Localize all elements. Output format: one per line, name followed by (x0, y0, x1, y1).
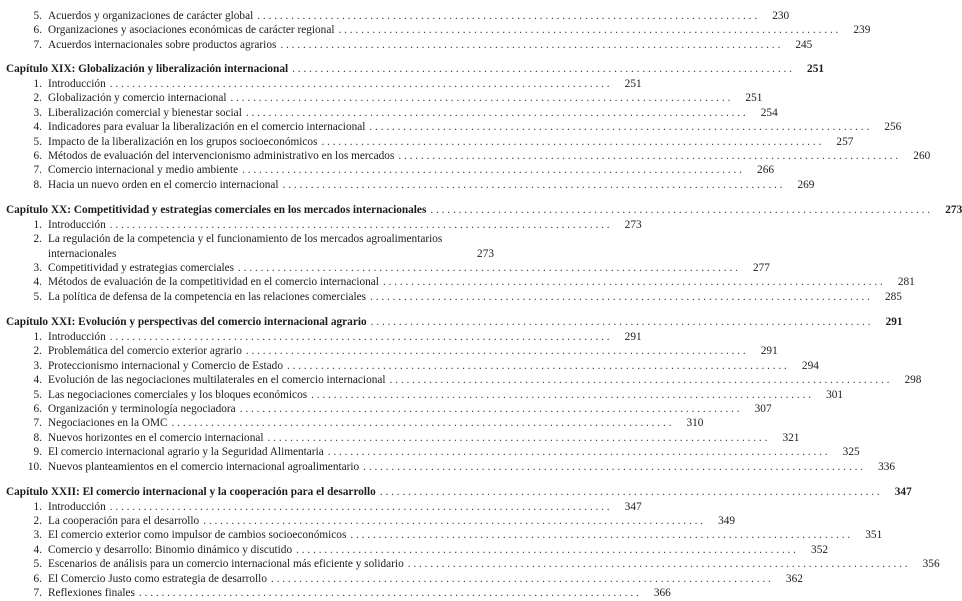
page-number: 347 (624, 500, 642, 513)
entry-title: La cooperación para el desarrollo (48, 515, 200, 528)
entry-title: El Comercio Justo como estrategia de desarrollo (48, 572, 267, 585)
dot-leader (139, 586, 639, 600)
toc-entry (0, 572, 803, 586)
dot-leader (321, 135, 821, 149)
entry-number: 1. (33, 500, 42, 513)
toc-entry (0, 557, 940, 571)
entry-number: 7. (33, 587, 42, 600)
toc-entry (0, 38, 813, 52)
dot-leader (350, 528, 850, 542)
page-number: 239 (853, 24, 871, 37)
entry-number: 7. (33, 38, 42, 51)
entry-number: 3. (33, 106, 42, 119)
entry-number: 5. (33, 135, 42, 148)
toc-entry (0, 178, 815, 192)
dot-leader (371, 315, 871, 329)
dot-leader (390, 373, 890, 387)
entry-title: Liberalización comercial y bienestar social (48, 106, 242, 119)
page-number: 281 (897, 276, 915, 289)
toc-entry (0, 402, 772, 416)
page-number: 298 (904, 374, 922, 387)
entry-number: 4. (33, 374, 42, 387)
dot-leader (430, 203, 930, 217)
page-number: 251 (807, 63, 824, 76)
entry-number: 2. (33, 92, 42, 105)
entry-number: 6. (33, 402, 42, 415)
page-number: 291 (885, 316, 903, 329)
page-number: 321 (782, 431, 800, 444)
dot-leader (383, 275, 883, 289)
toc-entry (0, 330, 642, 344)
dot-leader (230, 91, 730, 105)
chapter-heading (0, 485, 912, 499)
entry-number: 6. (33, 24, 42, 37)
toc-entry (0, 344, 778, 358)
page-number: 273 (477, 247, 494, 260)
entry-title: Organizaciones y asociaciones económicas de carácter regional (48, 24, 335, 37)
entry-number: 1. (33, 330, 42, 343)
toc-entry (0, 290, 902, 304)
toc-entry (0, 120, 902, 134)
page-number: 251 (624, 77, 642, 90)
dot-leader (203, 514, 703, 528)
toc-entry (0, 135, 854, 149)
page-number: 260 (913, 149, 931, 162)
entry-title: Introducción (48, 77, 106, 90)
page-number: 256 (884, 121, 902, 134)
toc-entry (0, 23, 871, 37)
toc-entry (0, 106, 778, 120)
dot-leader (238, 261, 738, 275)
entry-title: Proteccionismo internacional y Comercio de Estado (48, 359, 283, 372)
page-number: 230 (772, 10, 790, 22)
toc-entry (0, 586, 671, 600)
dot-leader (240, 402, 740, 416)
page-number: 291 (624, 330, 642, 343)
dot-leader (287, 359, 787, 373)
dot-leader (328, 445, 828, 459)
toc-entry (0, 373, 922, 387)
entry-number: 4. (33, 276, 42, 289)
entry-number: 4. (33, 543, 42, 556)
page-number: 277 (752, 262, 770, 275)
page-number: 245 (795, 38, 813, 51)
dot-leader (172, 416, 672, 430)
entry-title: Acuerdos internacionales sobre productos agrarios (48, 38, 277, 51)
entry-title: Nuevos planteamientos en el comercio internacional agroalimentario (48, 460, 360, 473)
chapter-heading (0, 62, 824, 76)
toc-entry (0, 514, 736, 528)
dot-leader (292, 62, 792, 76)
dot-leader (369, 120, 869, 134)
page-number: 291 (760, 345, 778, 358)
entry-number: 9. (33, 446, 42, 459)
chapter-title: Capítulo XIX: Globalización y liberalización internacional (6, 63, 289, 76)
toc-entry (0, 149, 931, 163)
entry-title: El comercio exterior como impulsor de cambios socioeconómicos (48, 529, 347, 542)
entry-title: Las negociaciones comerciales y los bloques económicos (48, 388, 308, 401)
entry-title: Globalización y comercio internacional (48, 92, 227, 105)
page-number: 362 (785, 572, 803, 585)
page-number: 325 (842, 446, 860, 459)
toc-entry (0, 416, 704, 430)
entry-title: Introducción (48, 330, 106, 343)
entry-number: 2. (33, 345, 42, 358)
dot-leader (246, 106, 746, 120)
entry-title: Escenarios de análisis para un comercio internacional más eficiente y solidario (48, 558, 404, 571)
dot-leader (268, 431, 768, 445)
entry-title: El comercio internacional agrario y la Seguridad Alimentaria (48, 446, 324, 459)
entry-number: 5. (33, 10, 42, 22)
entry-title: La regulación de la competencia y el funcionamiento de los mercados agroalimentarios internacionales (48, 233, 443, 260)
toc-entry (0, 445, 860, 459)
entry-number: 10. (27, 460, 42, 473)
dot-leader (338, 23, 838, 37)
entry-title: Indicadores para evaluar la liberalización en el comercio internacional (48, 121, 366, 134)
page-number: 347 (894, 486, 912, 499)
entry-title: Impacto de la liberalización en los grupos socioeconómicos (48, 135, 318, 148)
page-number: 266 (757, 164, 774, 177)
toc-entry (0, 460, 896, 474)
page-number: 254 (760, 106, 778, 119)
entry-number: 4. (33, 121, 42, 134)
toc-entry (0, 261, 770, 275)
page-number: 356 (922, 558, 940, 571)
entry-number: 2. (33, 233, 42, 246)
page-number: 349 (718, 515, 736, 528)
page-number: 257 (836, 135, 854, 148)
toc-entry (0, 543, 828, 557)
toc-entry (0, 431, 800, 445)
page-number: 352 (811, 543, 828, 556)
toc-entry (0, 9, 790, 23)
dot-leader (296, 543, 796, 557)
entry-title: Reflexiones finales (48, 587, 135, 600)
page-number: 307 (754, 402, 772, 415)
dot-leader (110, 77, 610, 91)
toc-entry (0, 500, 642, 514)
dot-leader (398, 149, 898, 163)
dot-leader (110, 500, 610, 514)
dot-leader (380, 485, 880, 499)
page-number: 336 (878, 460, 896, 473)
page-number: 285 (884, 290, 902, 303)
entry-title: Negociaciones en la OMC (48, 417, 168, 430)
entry-number: 2. (33, 515, 42, 528)
entry-number: 8. (33, 431, 42, 444)
page-number: 310 (686, 417, 704, 430)
chapter-heading (0, 203, 962, 217)
entry-number: 8. (33, 178, 42, 191)
page-number: 301 (826, 388, 844, 401)
dot-leader (246, 344, 746, 358)
toc-entry (0, 218, 642, 232)
dot-leader (110, 218, 610, 232)
entry-title: Problemática del comercio exterior agrario (48, 345, 242, 358)
entry-number: 7. (33, 164, 42, 177)
dot-leader (311, 388, 811, 402)
toc-entry (0, 77, 642, 91)
entry-number: 6. (33, 572, 42, 585)
entry-number: 5. (33, 290, 42, 303)
page-number: 251 (745, 92, 763, 105)
entry-title: Acuerdos y organizaciones de carácter global (48, 10, 254, 22)
entry-title: Métodos de evaluación de la competitividad en el comercio internacional (48, 276, 379, 289)
entry-title: Hacia un nuevo orden en el comercio internacional (48, 178, 279, 191)
toc-entry (0, 528, 883, 542)
page-number: 294 (801, 359, 819, 372)
entry-title: Evolución de las negociaciones multilaterales en el comercio internacional (48, 374, 386, 387)
entry-number: 1. (33, 218, 42, 231)
page-number: 366 (653, 587, 671, 600)
entry-number: 3. (33, 529, 42, 542)
dot-leader (110, 330, 610, 344)
dot-leader (363, 460, 863, 474)
dot-leader (242, 163, 742, 177)
dot-leader (408, 557, 908, 571)
entry-title: Organización y terminología negociadora (48, 402, 236, 415)
page-number: 351 (865, 529, 883, 542)
entry-title: Introducción (48, 500, 106, 513)
entry-number: 5. (33, 558, 42, 571)
entry-title: Competitividad y estrategias comerciales (48, 262, 235, 275)
toc-entry (0, 91, 763, 105)
chapter-title: Capítulo XXII: El comercio internacional y la cooperación para el desarrollo (6, 486, 376, 499)
dot-leader (280, 38, 780, 52)
entry-number: 6. (33, 149, 42, 162)
entry-number: 1. (33, 77, 42, 90)
entry-number: 7. (33, 417, 42, 430)
chapter-heading (0, 315, 903, 329)
dot-leader (257, 9, 757, 23)
entry-title: Comercio internacional y medio ambiente (48, 164, 239, 177)
dot-leader (370, 290, 870, 304)
entry-title: Comercio y desarrollo: Binomio dinámico y discutido (48, 543, 293, 556)
toc-entry (0, 359, 819, 373)
toc-entry (0, 388, 844, 402)
entry-title: La política de defensa de la competencia en las relaciones comerciales (48, 290, 367, 303)
entry-title: Métodos de evaluación del intervencionismo administrativo en los mercados (48, 149, 395, 162)
dot-leader (271, 572, 771, 586)
entry-number: 3. (33, 359, 42, 372)
entry-title: Introducción (48, 218, 106, 231)
toc-entry (0, 275, 915, 289)
page-number: 273 (624, 218, 642, 231)
chapter-title: Capítulo XXI: Evolución y perspectivas del comercio internacional agrario (6, 316, 367, 329)
toc-entry (0, 163, 774, 177)
page-number: 269 (797, 178, 815, 191)
page-number: 273 (945, 204, 962, 217)
entry-title: Nuevos horizontes en el comercio internacional (48, 431, 264, 444)
dot-leader (283, 178, 783, 192)
chapter-title: Capítulo XX: Competitividad y estrategias comerciales en los mercados internacionales (6, 204, 427, 217)
entry-number: 5. (33, 388, 42, 401)
entry-number: 3. (33, 262, 42, 275)
toc-entry (0, 232, 494, 261)
